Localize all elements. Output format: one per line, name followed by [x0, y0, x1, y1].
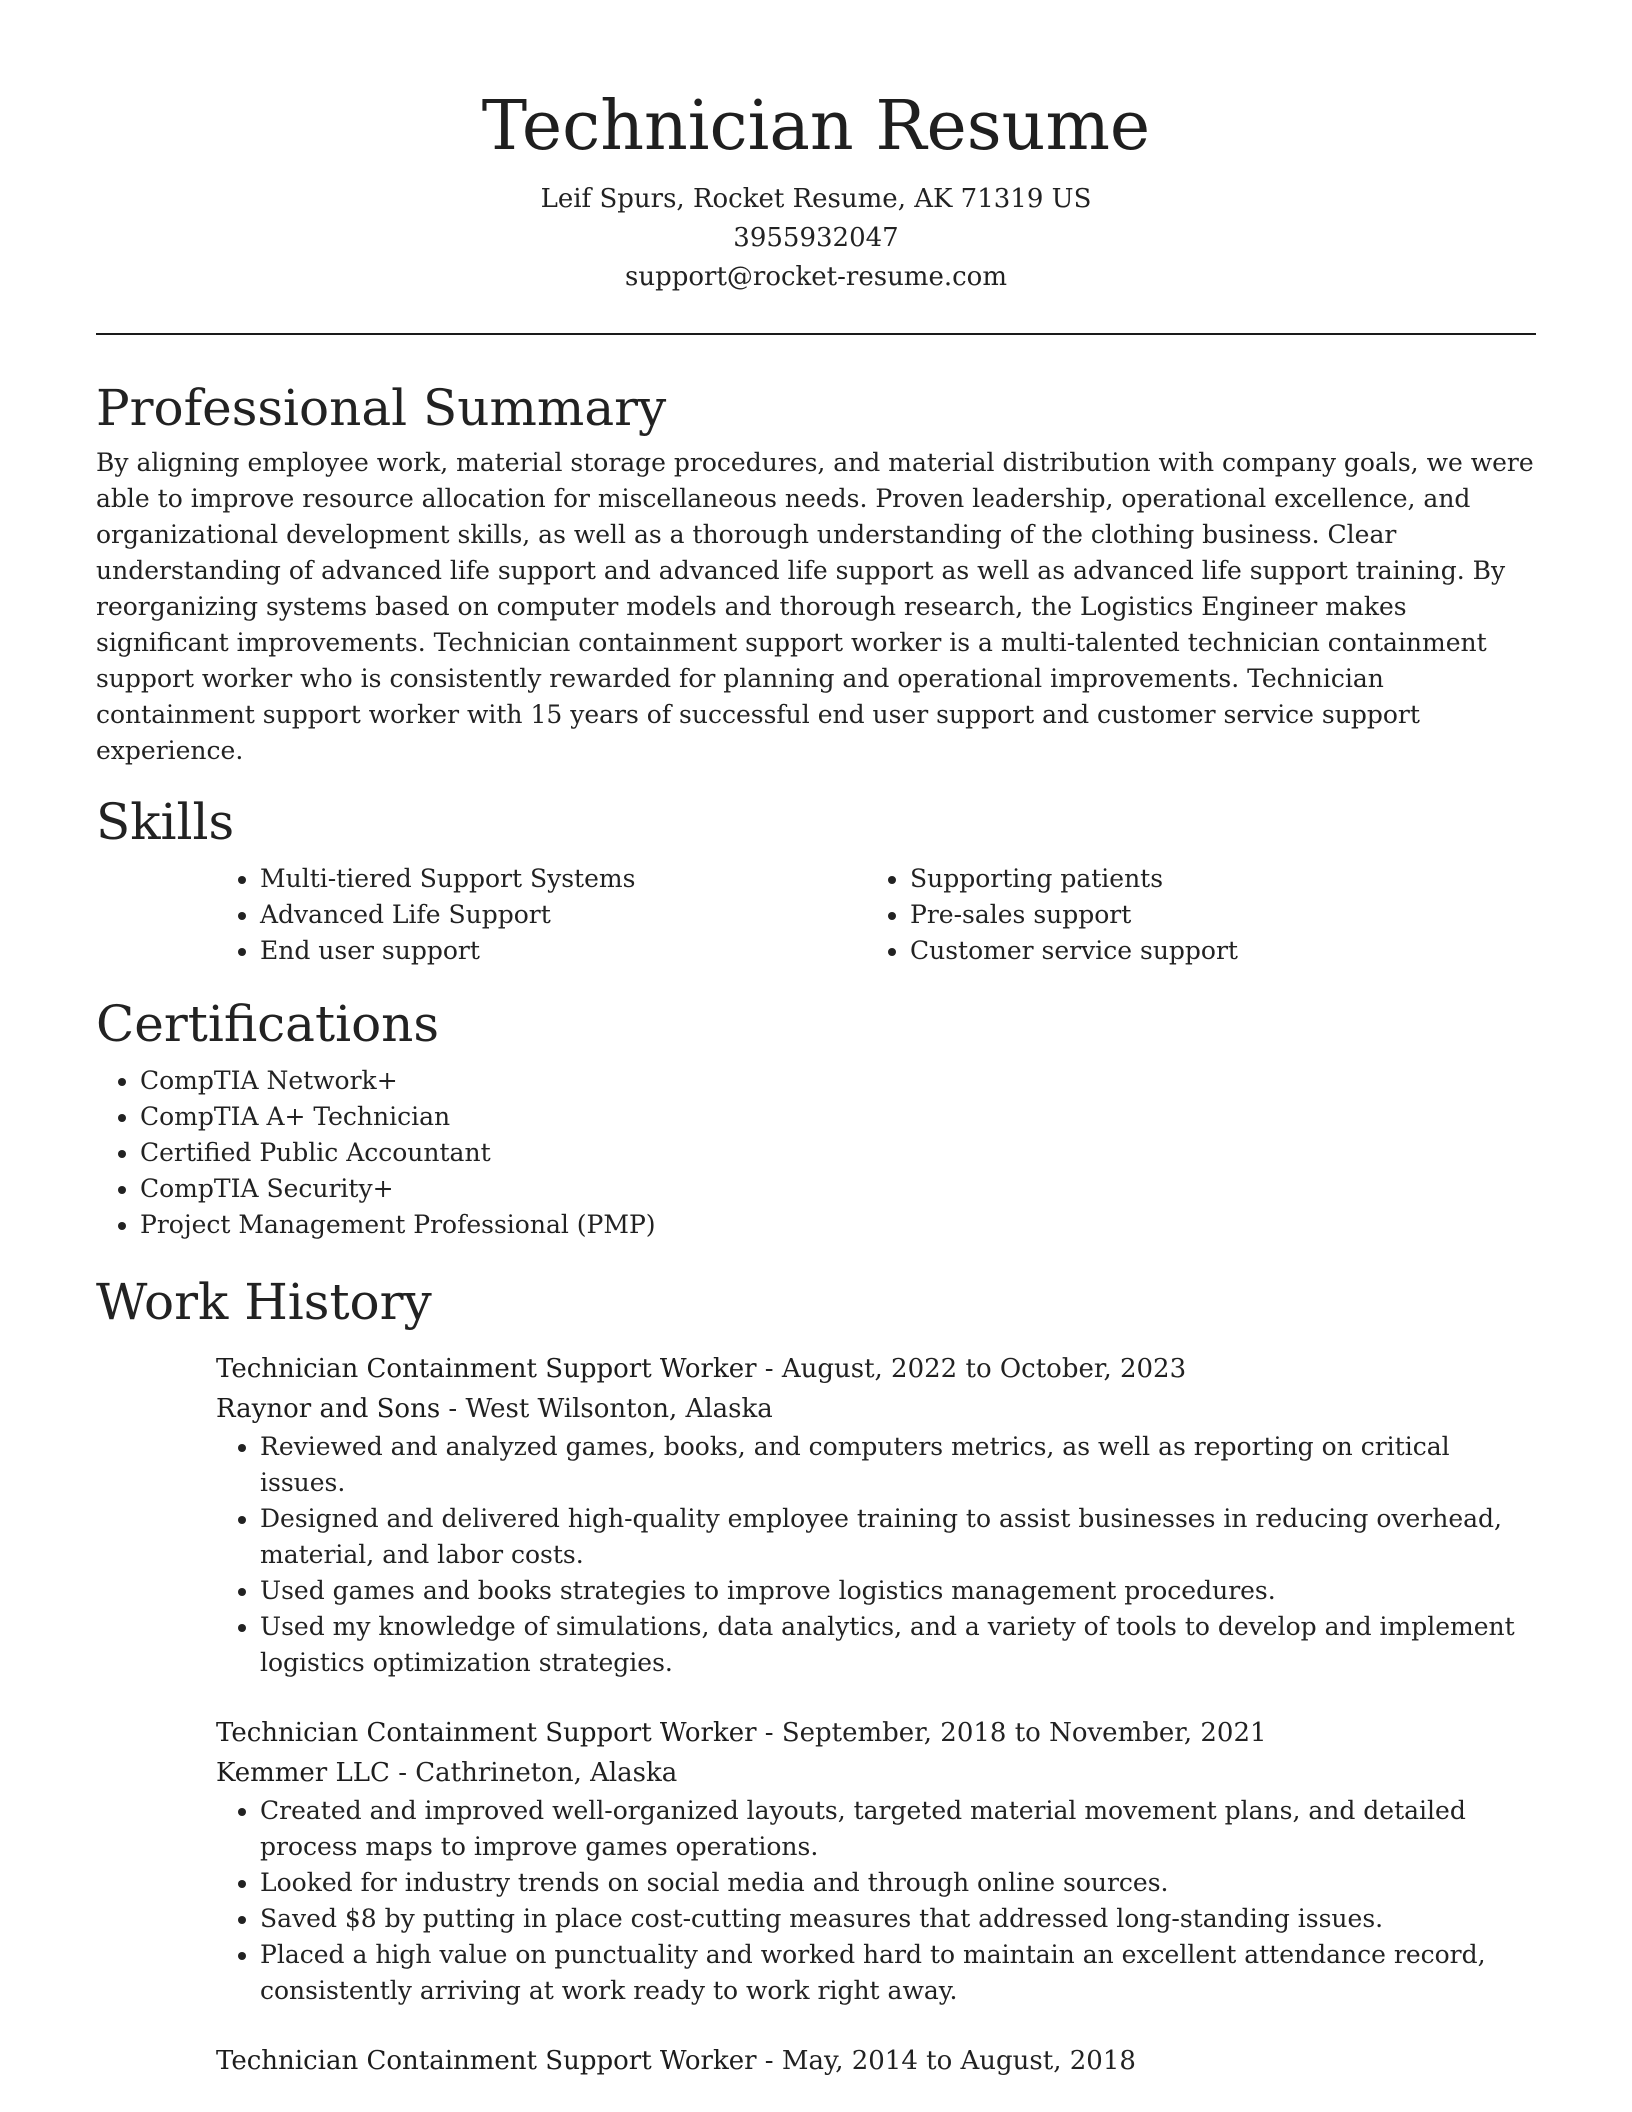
skill-item: • Pre-sales support — [910, 897, 1516, 933]
contact-block — [96, 180, 1536, 297]
summary-heading: Professional Summary — [96, 379, 667, 437]
job-dates: - September, 2018 to November, 2021 — [756, 1718, 1267, 1748]
job-role: Technician Containment Support Worker — [216, 2046, 757, 2076]
header-divider — [96, 333, 1536, 335]
skill-item: • Customer service support — [910, 933, 1516, 969]
resume-page — [96, 0, 1536, 2111]
job-bullet: • Looked for industry trends on social media and through online sources. — [260, 1865, 1536, 1901]
summary-text: By aligning employee work, material storage procedures, and material distribution with company goals, we were able to improve resource allocation for miscellaneous needs. Proven leadership, operational excellence, and organizational development skills, as well as a thorough understanding of the clothing business. Clear understanding of advanced life support and advanced life support as well as advanced life support training. By reorganizing systems based on computer models and thorough research, the Logistics Engineer makes significant improvements. Technician containment support worker is a multi-talented technician containment support worker who is consistently rewarded for planning and operational improvements. Technician containment support worker with 15 years of successful end user support and customer service support experience. — [96, 448, 1534, 765]
job-company: Raynor and Sons — [216, 1394, 441, 1424]
contact-address: Leif Spurs, Rocket Resume, AK 71319 US — [540, 184, 1092, 214]
certification-item: • CompTIA Network+ — [140, 1063, 1536, 1099]
skills-column-right — [866, 861, 1516, 969]
job-role: Technician Containment Support Worker — [216, 1354, 757, 1384]
certifications-heading: Certifications — [96, 995, 440, 1053]
job-title-line — [216, 1713, 1536, 1753]
job-bullet: • Reviewed and analyzed games, books, and computers metrics, as well as reporting on critical issues. — [260, 1429, 1536, 1501]
job-location: - Cathrineton, Alaska — [389, 1758, 678, 1788]
job-bullet: • Designed and delivered high-quality employee training to assist businesses in reducing overhead, material, and labor costs. — [260, 1501, 1536, 1573]
certification-item: • Certified Public Accountant — [140, 1135, 1536, 1171]
skill-item: • Advanced Life Support — [260, 897, 866, 933]
certifications-section — [96, 991, 1536, 1243]
job-role: Technician Containment Support Worker — [216, 1718, 757, 1748]
job-company-line — [216, 1753, 1536, 1793]
certification-item: • CompTIA A+ Technician — [140, 1099, 1536, 1135]
job-title-line — [216, 2041, 1536, 2081]
work-history-heading: Work History — [96, 1273, 432, 1331]
skills-grid — [216, 861, 1536, 969]
job-company: Kemmer LLC — [216, 1758, 390, 1788]
work-history-section — [96, 1269, 1536, 2081]
certification-item: • CompTIA Security+ — [140, 1171, 1536, 1207]
skill-item: • Supporting patients — [910, 861, 1516, 897]
job-bullet: • Placed a high value on punctuality and worked hard to maintain an excellent attendance record, consistently arriving at work ready to work right away. — [260, 1937, 1536, 2009]
job-bullet: • Used my knowledge of simulations, data analytics, and a variety of tools to develop and implement logistics optimization strategies. — [260, 1609, 1536, 1681]
skills-column-left — [216, 861, 866, 969]
job-bullet: • Saved $8 by putting in place cost-cutting measures that addressed long-standing issues. — [260, 1901, 1536, 1937]
job-location: - West Wilsonton, Alaska — [440, 1394, 773, 1424]
job-bullet: • Used games and books strategies to improve logistics management procedures. — [260, 1573, 1536, 1609]
page-title: Technician Resume — [481, 87, 1151, 166]
job-bullet: • Created and improved well-organized layouts, targeted material movement plans, and detailed process maps to improve games operations. — [260, 1793, 1536, 1865]
skill-item: • End user support — [260, 933, 866, 969]
job-entry — [216, 1713, 1536, 2009]
certifications-list — [96, 1063, 1536, 1243]
job-entry — [216, 2041, 1536, 2081]
certification-item: • Project Management Professional (PMP) — [140, 1207, 1536, 1243]
skill-item: • Multi-tiered Support Systems — [260, 861, 866, 897]
job-title-line — [216, 1349, 1536, 1389]
job-entry — [216, 1349, 1536, 1681]
job-company-line — [216, 1389, 1536, 1429]
contact-email: support@rocket-resume.com — [624, 262, 1007, 292]
summary-section — [96, 375, 1536, 769]
job-dates: - August, 2022 to October, 2023 — [756, 1354, 1187, 1384]
skills-heading: Skills — [96, 793, 235, 851]
job-bullet-list — [216, 1429, 1536, 1681]
skills-section — [96, 789, 1536, 969]
job-bullet-list — [216, 1793, 1536, 2009]
contact-phone: 3955932047 — [733, 223, 899, 253]
job-dates: - May, 2014 to August, 2018 — [756, 2046, 1136, 2076]
